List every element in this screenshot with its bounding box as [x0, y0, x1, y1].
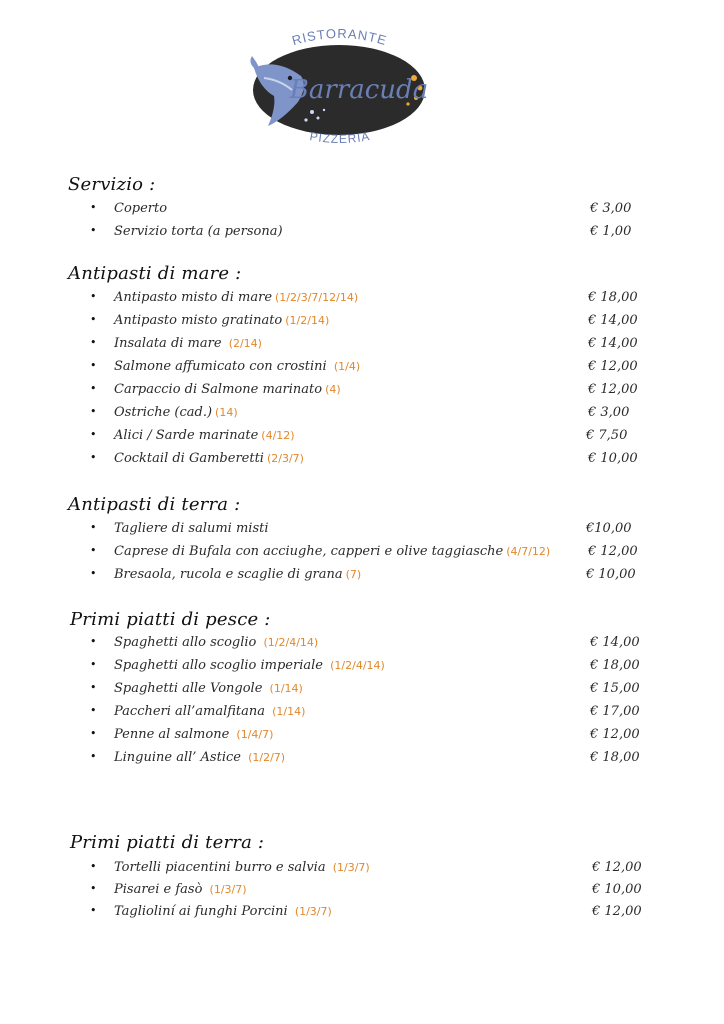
menu-item-name	[114, 635, 318, 650]
section-title: Primi piatti di pesce :	[70, 609, 271, 630]
bullet-icon: •	[90, 521, 97, 534]
allergen-codes: (14)	[215, 406, 238, 419]
allergen-codes: (1/14)	[272, 705, 306, 718]
bullet-icon: •	[90, 704, 97, 717]
menu-item-price: € 12,00	[592, 860, 642, 875]
menu-item	[0, 750, 724, 770]
bullet-icon: •	[90, 313, 97, 326]
allergen-codes: (1/2/3/7/12/14)	[275, 291, 359, 304]
menu-item-price: € 10,00	[586, 567, 636, 582]
allergen-codes: (1/2/7)	[248, 751, 286, 764]
menu-item-name-text: Antipasto misto gratinato	[114, 313, 283, 328]
bullet-icon: •	[90, 860, 97, 873]
menu-item-price: € 18,00	[590, 658, 640, 673]
menu-item-price: €10,00	[586, 521, 632, 536]
menu-item	[0, 704, 724, 724]
section-title: Antipasti di terra :	[68, 494, 241, 515]
menu-item	[0, 382, 724, 402]
menu-item-name-text: Antipasto misto di mare	[114, 290, 273, 305]
bullet-icon: •	[90, 359, 97, 372]
menu-item	[0, 405, 724, 425]
menu-item	[0, 451, 724, 471]
menu-item	[0, 658, 724, 678]
allergen-codes: (1/14)	[269, 682, 303, 695]
menu-item-name	[114, 750, 285, 765]
menu-item-name-text: Spaghetti alle Vongole	[114, 681, 267, 696]
menu-item-name	[114, 201, 167, 216]
bullet-icon: •	[90, 567, 97, 580]
menu-item	[0, 567, 724, 587]
logo-brand-name: Barracuda	[289, 75, 429, 105]
menu-item	[0, 681, 724, 701]
bullet-icon: •	[90, 451, 97, 464]
menu-item-price: € 18,00	[588, 290, 638, 305]
menu-item-name-text: Paccheri all’amalfitana	[114, 704, 270, 719]
menu-item	[0, 860, 724, 880]
bullet-icon: •	[90, 727, 97, 740]
allergen-codes: (1/3/7)	[332, 861, 370, 874]
menu-item-name	[114, 451, 304, 466]
menu-item-name-text: Salmone affumicato con crostini	[114, 359, 331, 374]
menu-item-price: € 14,00	[588, 336, 638, 351]
allergen-codes: (4/12)	[261, 429, 295, 442]
menu-item	[0, 428, 724, 448]
menu-item-name-text: Caprese di Bufala con acciughe, capperi e olive taggiasche	[114, 544, 504, 559]
menu-item-name	[114, 727, 273, 742]
bullet-icon: •	[90, 750, 97, 763]
menu-item-name	[114, 882, 247, 897]
bullet-icon: •	[90, 290, 97, 303]
menu-item-name	[114, 904, 332, 919]
menu-item	[0, 544, 724, 564]
menu-item-name-text: Ostriche (cad.)	[114, 405, 213, 420]
menu-item	[0, 201, 724, 221]
menu-item-name	[114, 428, 295, 443]
menu-item-name-text: Spaghetti allo scoglio	[114, 635, 261, 650]
menu-item	[0, 727, 724, 747]
menu-item	[0, 882, 724, 902]
menu-item-name	[114, 382, 341, 397]
bullet-icon: •	[90, 658, 97, 671]
menu-item-name	[114, 405, 238, 420]
section-title: Primi piatti di terra :	[70, 832, 265, 853]
menu-item-name	[114, 290, 358, 305]
menu-item	[0, 336, 724, 356]
menu-item-price: € 3,00	[588, 405, 630, 420]
menu-item-name-text: Tagliere di salumi misti	[114, 521, 269, 536]
allergen-codes: (1/4/7)	[236, 728, 274, 741]
menu-item-name-text: Coperto	[114, 201, 168, 216]
menu-item-price: € 12,00	[592, 904, 642, 919]
menu-item-price: € 7,50	[586, 428, 628, 443]
menu-item-price: € 12,00	[590, 727, 640, 742]
menu-item-name	[114, 567, 361, 582]
menu-item-name-text: Servizio torta (a persona)	[114, 224, 283, 239]
menu-item-name-text: Tortelli piacentini burro e salvia	[114, 860, 330, 875]
logo-bottom-text: PIZZERIA	[308, 129, 372, 147]
menu-item-name	[114, 860, 370, 875]
menu-item-name	[114, 544, 550, 559]
menu-item	[0, 904, 724, 924]
menu-item-price: € 12,00	[588, 382, 638, 397]
menu-item-name	[114, 521, 269, 536]
menu-item-name-text: Pisarei e fasò	[114, 882, 207, 897]
menu-item-name-text: Penne al salmone	[114, 727, 234, 742]
menu-item-name-text: Spaghetti allo scoglio imperiale	[114, 658, 328, 673]
menu-item	[0, 359, 724, 379]
allergen-codes: (1/4)	[333, 360, 361, 373]
menu-item	[0, 224, 724, 244]
menu-item-price: € 15,00	[590, 681, 640, 696]
logo-top-text: RISTORANTE	[290, 28, 389, 49]
section-title: Antipasti di mare :	[68, 263, 242, 284]
allergen-codes: (1/2/4/14)	[330, 659, 385, 672]
menu-item-name	[114, 658, 385, 673]
allergen-codes: (4/7/12)	[506, 545, 551, 558]
menu-item-name	[114, 359, 360, 374]
section-title: Servizio :	[68, 174, 156, 195]
menu-item-name-text: Bresaola, rucola e scaglie di grana	[114, 567, 343, 582]
menu-item-price: € 10,00	[592, 882, 642, 897]
menu-item-name-text: Cocktail di Gamberetti	[114, 451, 264, 466]
menu-item-price: € 12,00	[588, 544, 638, 559]
menu-item	[0, 635, 724, 655]
menu-item-price: € 3,00	[590, 201, 632, 216]
menu-item-name-text: Alici / Sarde marinate	[114, 428, 259, 443]
menu-item	[0, 313, 724, 333]
menu-item-price: € 17,00	[590, 704, 640, 719]
menu-item-name	[114, 336, 262, 351]
menu-item-name-text: Insalata di mare	[114, 336, 226, 351]
allergen-codes: (2/3/7)	[266, 452, 304, 465]
bullet-icon: •	[90, 544, 97, 557]
bullet-icon: •	[90, 382, 97, 395]
menu-item	[0, 290, 724, 310]
allergen-codes: (1/3/7)	[294, 905, 332, 918]
bullet-icon: •	[90, 635, 97, 648]
menu-item-name	[114, 681, 303, 696]
allergen-codes: (1/2/4/14)	[263, 636, 319, 649]
menu-item-price: € 10,00	[588, 451, 638, 466]
menu-item-name-text: Taglioliní ai funghi Porcini	[114, 904, 292, 919]
menu-item	[0, 521, 724, 541]
allergen-codes: (1/3/7)	[209, 883, 247, 896]
bullet-icon: •	[90, 405, 97, 418]
bullet-icon: •	[90, 428, 97, 441]
menu-item-price: € 14,00	[588, 313, 638, 328]
bullet-icon: •	[90, 882, 97, 895]
restaurant-logo	[246, 28, 432, 150]
menu-item-name-text: Carpaccio di Salmone marinato	[114, 382, 323, 397]
menu-item-name	[114, 704, 305, 719]
allergen-codes: (1/2/14)	[285, 314, 330, 327]
menu-item-price: € 1,00	[590, 224, 632, 239]
menu-item-price: € 12,00	[588, 359, 638, 374]
bullet-icon: •	[90, 336, 97, 349]
menu-item-name-text: Linguine all’ Astice	[114, 750, 246, 765]
allergen-codes: (7)	[345, 568, 362, 581]
bullet-icon: •	[90, 201, 97, 214]
allergen-codes: (2/14)	[228, 337, 262, 350]
menu-item-price: € 14,00	[590, 635, 640, 650]
menu-item-name	[114, 224, 283, 239]
bullet-icon: •	[90, 681, 97, 694]
bullet-icon: •	[90, 904, 97, 917]
menu-item-price: € 18,00	[590, 750, 640, 765]
bullet-icon: •	[90, 224, 97, 237]
allergen-codes: (4)	[325, 383, 341, 396]
menu-item-name	[114, 313, 329, 328]
